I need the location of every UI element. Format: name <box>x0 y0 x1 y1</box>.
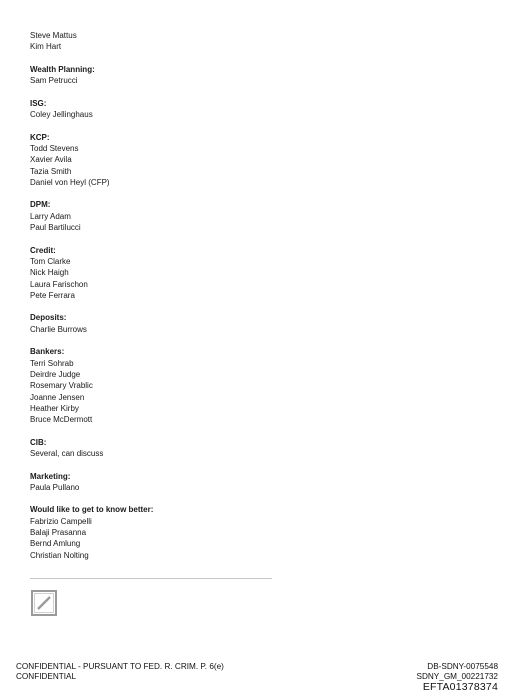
name-line: Bernd Amlung <box>30 539 81 549</box>
section-heading: Deposits: <box>30 313 67 323</box>
name-line: Todd Stevens <box>30 143 79 153</box>
name-line: Steve Mattus <box>30 31 77 40</box>
name-line: Balaji Prasanna <box>30 528 87 538</box>
section-heading: KCP: <box>30 132 50 142</box>
footer-confidential <box>16 662 224 682</box>
name-line: Charlie Burrows <box>30 324 87 334</box>
section-cib <box>30 437 330 460</box>
signature-divider <box>30 578 272 579</box>
name-line: Xavier Avila <box>30 155 72 165</box>
section-heading: Credit: <box>30 245 56 255</box>
name-line: Tom Clarke <box>30 256 71 266</box>
section-kcp <box>30 132 330 188</box>
section-dpm <box>30 199 330 233</box>
name-line: Fabrizio Campelli <box>30 516 92 526</box>
document-body <box>30 30 330 561</box>
section-heading: Wealth Planning: <box>30 64 95 74</box>
section-heading: Would like to get to know better: <box>30 505 154 515</box>
name-line: Nick Haigh <box>30 268 69 278</box>
name-line: Rosemary Vrablic <box>30 381 93 391</box>
name-line: Heather Kirby <box>30 403 79 413</box>
section-heading: Marketing: <box>30 471 71 481</box>
name-line: Coley Jellinghaus <box>30 110 93 120</box>
section-wealth-planning <box>30 64 330 87</box>
section-heading: DPM: <box>30 200 51 210</box>
section-isg <box>30 98 330 121</box>
section-bankers <box>30 346 330 425</box>
footer-legal-line: CONFIDENTIAL - PURSUANT TO FED. R. CRIM. P. 6(e) <box>16 662 224 671</box>
bates-number: SDNY_GM_00221732 <box>416 672 498 681</box>
section-heading: Bankers: <box>30 347 65 357</box>
name-line: Larry Adam <box>30 211 71 221</box>
name-line: Terri Sohrab <box>30 358 74 368</box>
intro-names <box>30 30 330 53</box>
section-credit <box>30 245 330 301</box>
deutsche-bank-logo-icon <box>31 590 57 616</box>
name-line: Several, can discuss <box>30 448 104 458</box>
footer-bates-numbers <box>417 662 498 693</box>
name-line: Pete Ferrara <box>30 290 75 300</box>
name-line: Bruce McDermott <box>30 415 93 425</box>
section-get-to-know <box>30 504 330 560</box>
name-line: Sam Petrucci <box>30 76 78 86</box>
section-heading: ISG: <box>30 98 47 108</box>
name-line: Paula Pullano <box>30 482 80 492</box>
footer-confidential-line: CONFIDENTIAL <box>16 672 77 681</box>
name-line: Joanne Jensen <box>30 392 85 402</box>
bates-number: DB-SDNY-0075548 <box>427 662 498 671</box>
name-line: Paul Bartilucci <box>30 223 81 233</box>
name-line: Laura Farischon <box>30 279 88 289</box>
name-line: Deirdre Judge <box>30 369 81 379</box>
name-line: Christian Nolting <box>30 550 89 560</box>
name-line: Daniel von Heyl (CFP) <box>30 177 110 187</box>
name-line: Kim Hart <box>30 42 62 52</box>
section-marketing <box>30 471 330 494</box>
name-line: Tazia Smith <box>30 166 72 176</box>
efta-number: EFTA01378374 <box>422 681 498 693</box>
section-heading: CIB: <box>30 437 47 447</box>
section-deposits <box>30 312 330 335</box>
